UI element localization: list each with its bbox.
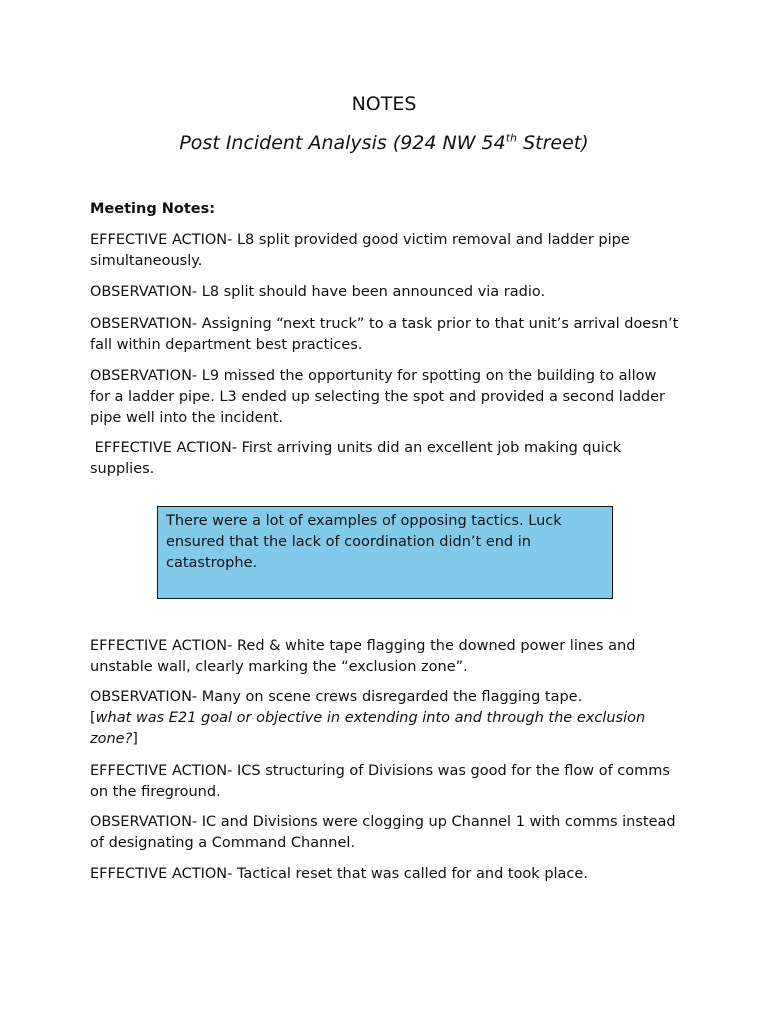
note-item: EFFECTIVE ACTION- L8 split provided good victim removal and ladder pipe simultaneously. — [90, 232, 630, 269]
note-item: OBSERVATION- L8 split should have been announced via radio. — [90, 284, 546, 300]
meeting-notes-heading: Meeting Notes: — [90, 201, 216, 217]
note-item-text: OBSERVATION- Many on scene crews disregarded the flagging tape. — [90, 689, 583, 705]
callout-text: There were a lot of examples of opposing tactics. Luck ensured that the lack of coordination didn’t end in catastrophe. — [166, 513, 562, 571]
bracket-close: ] — [132, 730, 138, 747]
note-item: OBSERVATION- IC and Divisions were clogging up Channel 1 with comms instead of designating a Command Channel. — [90, 814, 676, 851]
note-item-with-question — [90, 687, 680, 749]
document-title: NOTES — [351, 93, 417, 115]
subtitle-end: Street) — [517, 132, 589, 154]
note-item: OBSERVATION- Assigning “next truck” to a task prior to that unit’s arrival doesn’t fall within department best practices. — [90, 316, 679, 353]
note-item: EFFECTIVE ACTION- Red & white tape flagging the downed power lines and unstable wall, clearly marking the “exclusion zone”. — [90, 638, 636, 675]
subtitle-main: Post Incident Analysis (924 NW 54 — [179, 132, 506, 154]
document-subtitle — [0, 130, 768, 156]
subtitle-superscript: th — [505, 131, 518, 145]
note-question: what was E21 goal or objective in extending into and through the exclusion zone? — [90, 709, 646, 747]
note-item: EFFECTIVE ACTION- First arriving units did an excellent job making quick supplies. — [90, 440, 626, 477]
bracket-open: [ — [90, 709, 96, 726]
callout-box — [157, 506, 613, 599]
note-item: EFFECTIVE ACTION- Tactical reset that was called for and took place. — [90, 866, 588, 882]
note-item: OBSERVATION- L9 missed the opportunity for spotting on the building to allow for a ladder pipe. L3 ended up selecting the spot and provided a second ladder pipe well into the incident. — [90, 368, 666, 426]
note-item: EFFECTIVE ACTION- ICS structuring of Divisions was good for the flow of comms on the fireground. — [90, 763, 670, 800]
